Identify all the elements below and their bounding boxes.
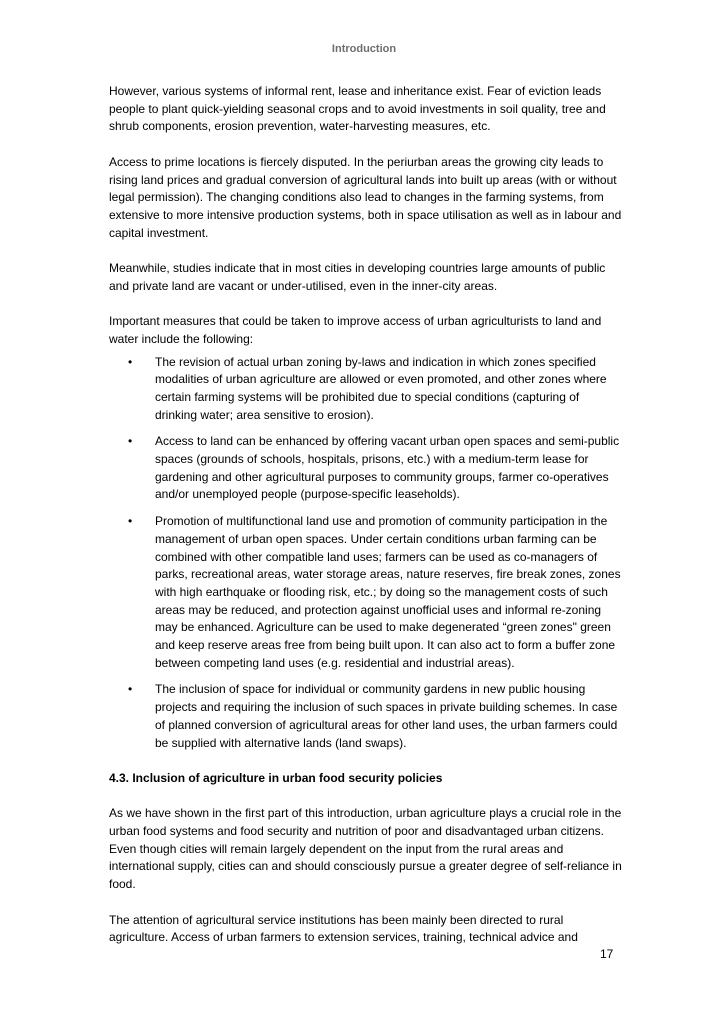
- measures-bullet-list: [109, 354, 622, 753]
- paragraph-vacant-land: Meanwhile, studies indicate that in most cities in developing countries large amounts of public and private land are vacant or under-utilised, even in the inner-city areas.: [109, 261, 606, 293]
- list-item-text: The revision of actual urban zoning by-laws and indication in which zones specified modalities of urban agriculture are allowed or even promoted, and other zones where certain farming systems will be prohibited due to special conditions (capturing of drinking water; area sensitive to erosion).: [155, 354, 607, 422]
- bullet-icon: •: [128, 682, 133, 697]
- bullet-icon: •: [128, 514, 133, 529]
- section-heading: 4.3. Inclusion of agriculture in urban food security policies: [109, 770, 443, 785]
- page-number: 17: [600, 947, 614, 961]
- list-item: [109, 433, 622, 504]
- bullet-icon: •: [128, 434, 133, 449]
- list-item: [109, 354, 622, 425]
- list-item: [109, 681, 622, 752]
- list-item-text: Promotion of multifunctional land use and promotion of community participation in the management of urban open spaces. Under certain conditions urban farming can be combined with other compatible land uses; farmers can be used as co-managers of parks, recreational areas, water storage areas, nature reserves, fire break zones, zones with high earthquake or flooding risk, etc.; by doing so the management costs of such areas may be reduced, and protection against unofficial uses and informal re-zoning may be enhanced. Agriculture can be used to make degenerated “green zones" green and keep reserve areas free from being built upon. It can also act to form a buffer zone between competing land uses (e.g. residential and industrial areas).: [155, 514, 621, 670]
- paragraph-measures-intro: Important measures that could be taken to improve access of urban agriculturists to land and water include the following:: [109, 314, 602, 346]
- running-header: Introduction: [331, 43, 397, 55]
- list-item-text: Access to land can be enhanced by offering vacant urban open spaces and semi-public spaces (grounds of schools, hospitals, prisons, etc.) with a medium-term lease for gardening and other agricultural purposes to community groups, farmer co-operatives and/or unemployed people (purpose-specific leaseholds).: [155, 434, 620, 502]
- paragraph-informal-tenure: However, various systems of informal rent, lease and inheritance exist. Fear of eviction leads people to plant quick-yielding seasonal crops and to avoid investments in soil quality, tree and shrub components, erosion prevention, water-harvesting measures, etc.: [109, 84, 606, 134]
- paragraph-service-institutions: The attention of agricultural service institutions has been mainly been directed to rural agriculture. Access of urban farmers to extension services, training, technical advice and: [109, 912, 578, 945]
- bullet-icon: •: [128, 354, 133, 369]
- list-item: [109, 513, 622, 672]
- page-body: [109, 83, 622, 947]
- list-item-text: The inclusion of space for individual or community gardens in new public housing projects and requiring the inclusion of such spaces in private building schemes. In case of planned conversion of agricultural areas for other land uses, the urban farmers could be supplied with alternative lands (land swaps).: [155, 682, 618, 750]
- paragraph-food-security: As we have shown in the first part of this introduction, urban agriculture plays a crucial role in the urban food systems and food security and nutrition of poor and disadvantaged urban citizens. Even though cities will remain largely dependent on the input from the rural areas and international supply, cities can and should consciously pursue a greater degree of self-reliance in food.: [109, 806, 622, 892]
- paragraph-prime-locations: Access to prime locations is fiercely disputed. In the periurban areas the growing city leads to rising land prices and gradual conversion of agricultural lands into built up areas (with or without legal permission). The changing conditions also lead to changes in the farming systems, from extensive to more intensive production systems, both in space utilisation as well as in labour and capital investment.: [109, 154, 622, 240]
